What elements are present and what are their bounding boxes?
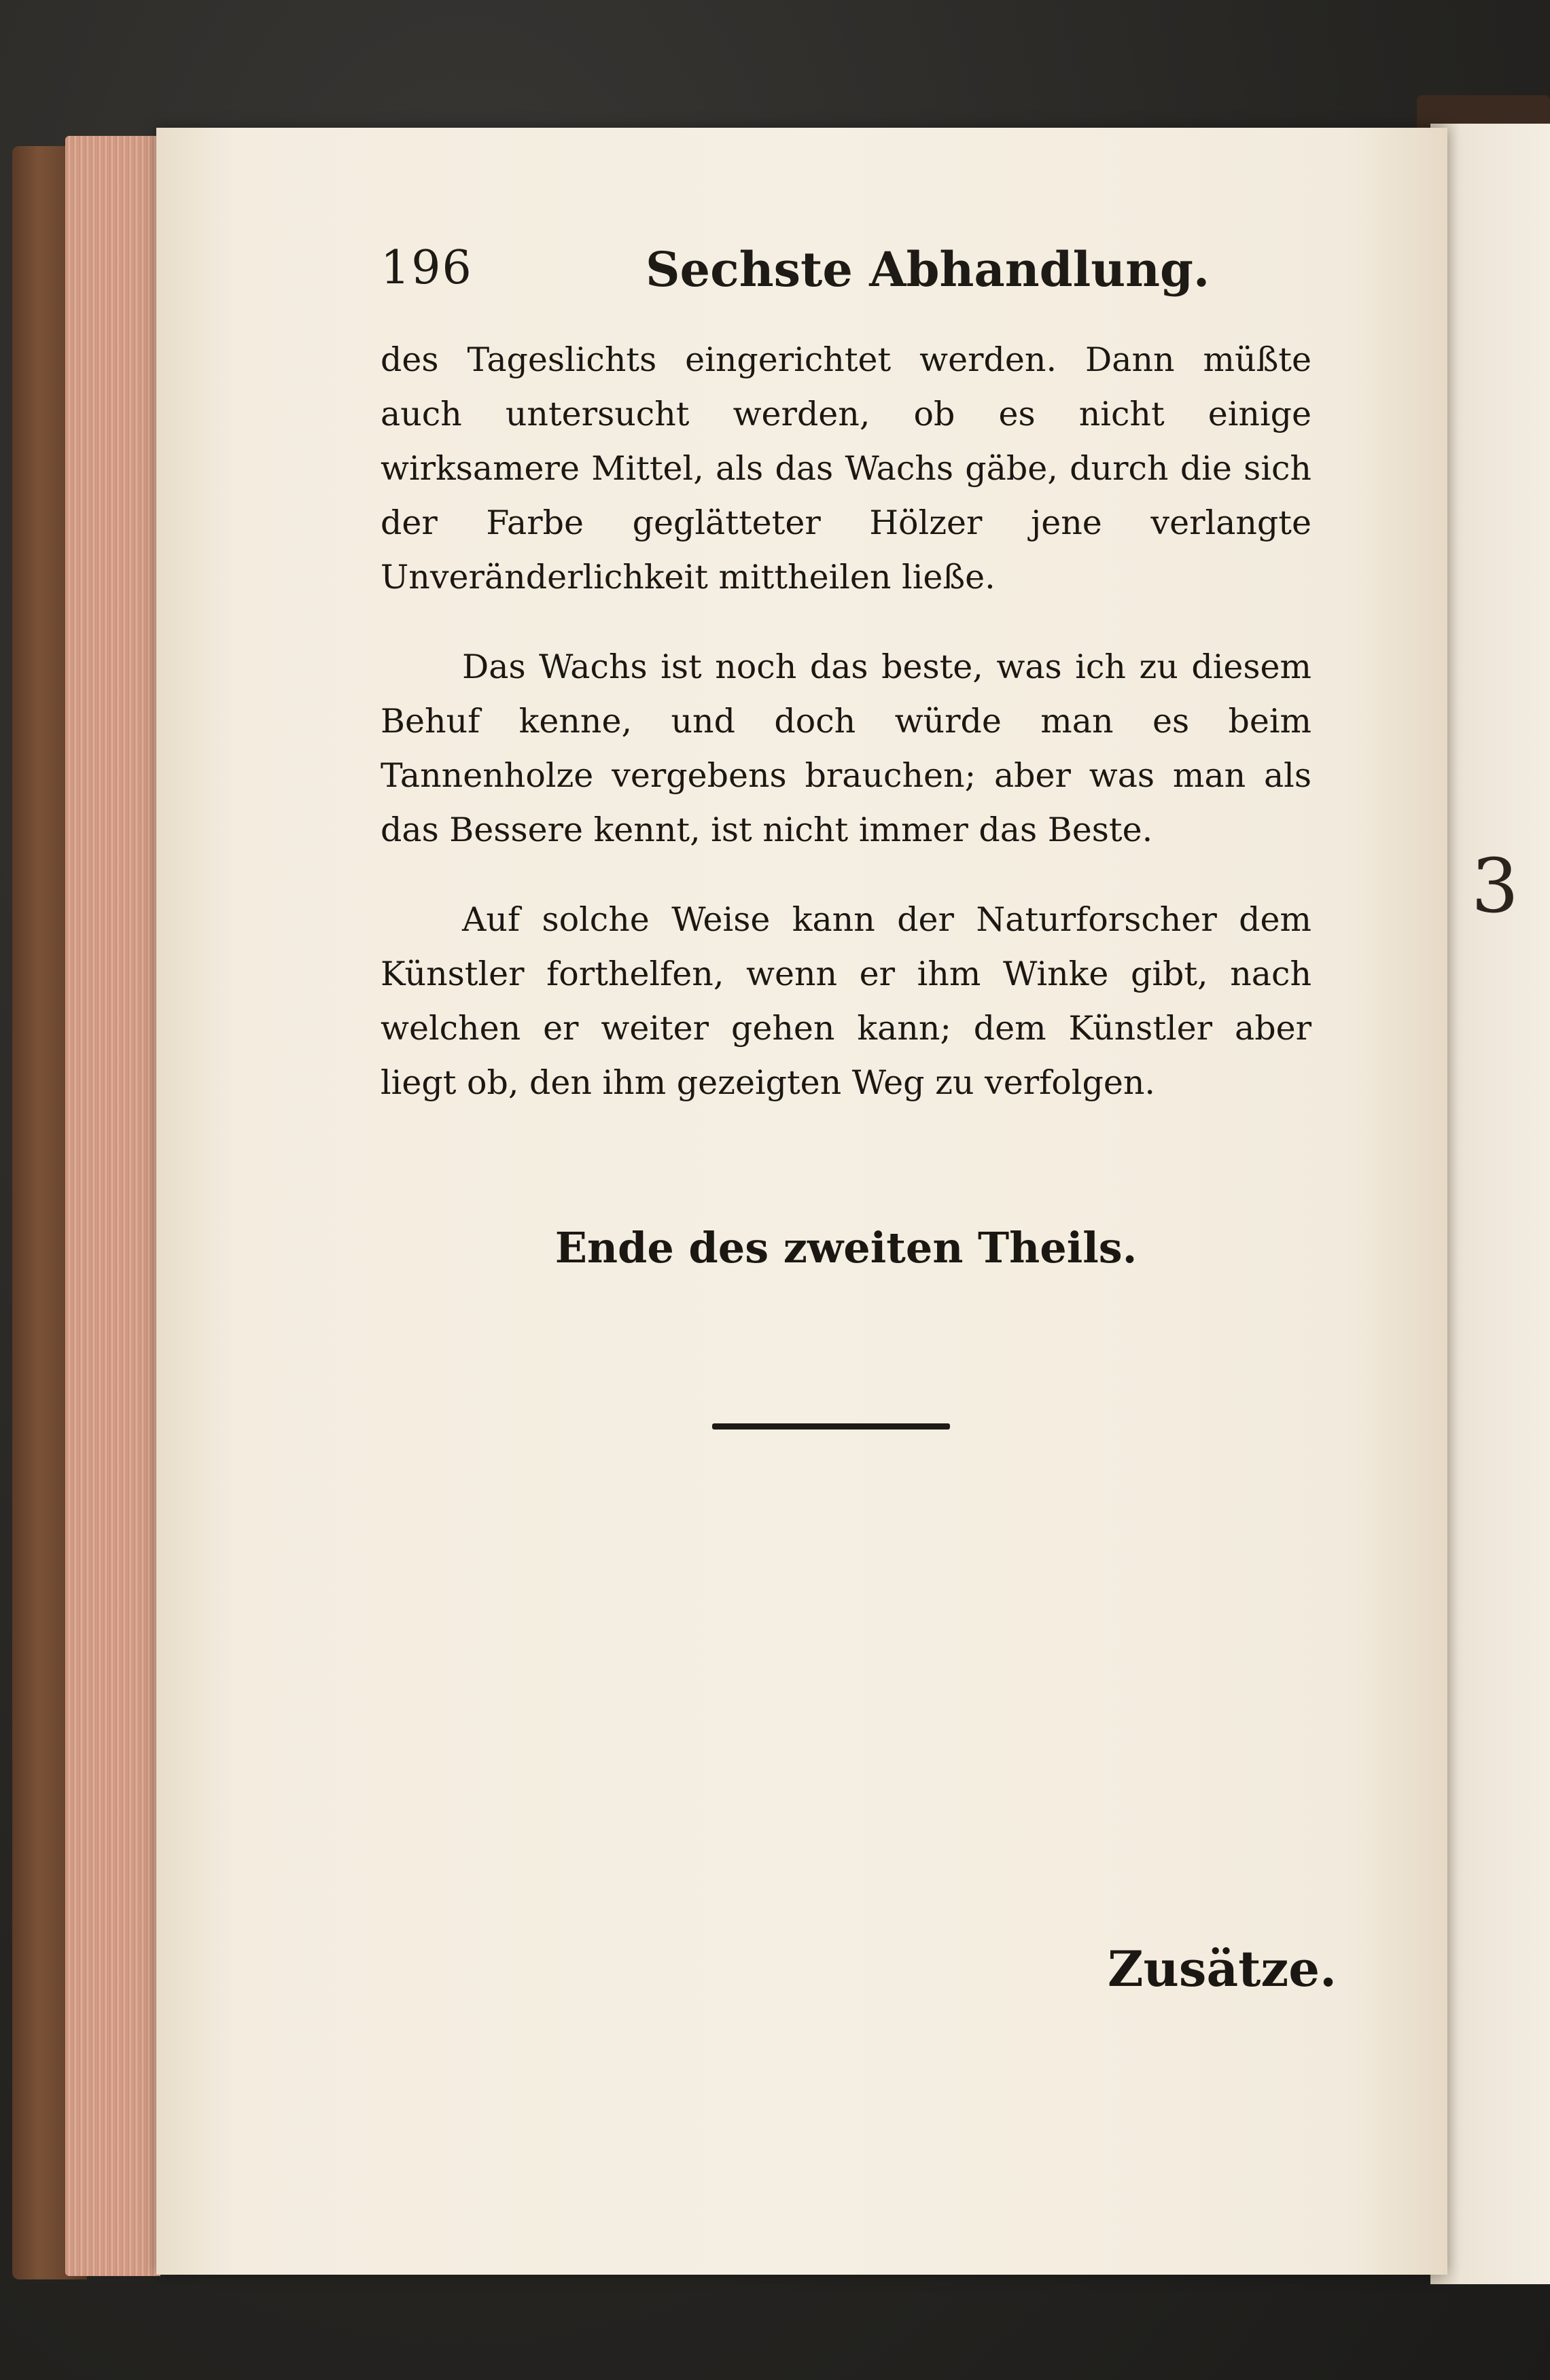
- paragraph: Das Wachs ist noch das beste, was ich zu diesem Behuf kenne, und doch würde man es beim Tannenholze vergebens brauchen; aber was man als das Bessere kennt, ist nicht immer das Beste.: [381, 647, 1311, 849]
- facing-page-glyph: 3: [1471, 842, 1519, 929]
- body-text: [381, 333, 1311, 1145]
- divider-rule: [712, 1423, 950, 1429]
- paragraph: des Tageslichts eingerichtet werden. Dann müßte auch untersucht werden, ob es nicht einige wirksamere Mittel, als das Wachs gäbe, durch die sich der Farbe geglätteter Hölzer jene verlangte Unveränderlichkeit mittheilen ließe.: [381, 340, 1311, 597]
- catchword: Zusätze.: [1108, 1940, 1337, 1997]
- facing-page: [1430, 124, 1550, 2284]
- paragraph: Auf solche Weise kann der Naturforscher dem Künstler forthelfen, wenn er ihm Winke gibt, nach welchen er weiter gehen kann; dem Künstler aber liegt ob, den ihm gezeigten Weg zu verfolgen.: [381, 900, 1311, 1102]
- page-edges: [65, 136, 160, 2276]
- end-of-part-line: Ende des zweiten Theils.: [554, 1223, 1138, 1273]
- running-head: Sechste Abhandlung.: [646, 241, 1210, 298]
- page-header: [381, 241, 1305, 309]
- page-number: 196: [381, 241, 473, 295]
